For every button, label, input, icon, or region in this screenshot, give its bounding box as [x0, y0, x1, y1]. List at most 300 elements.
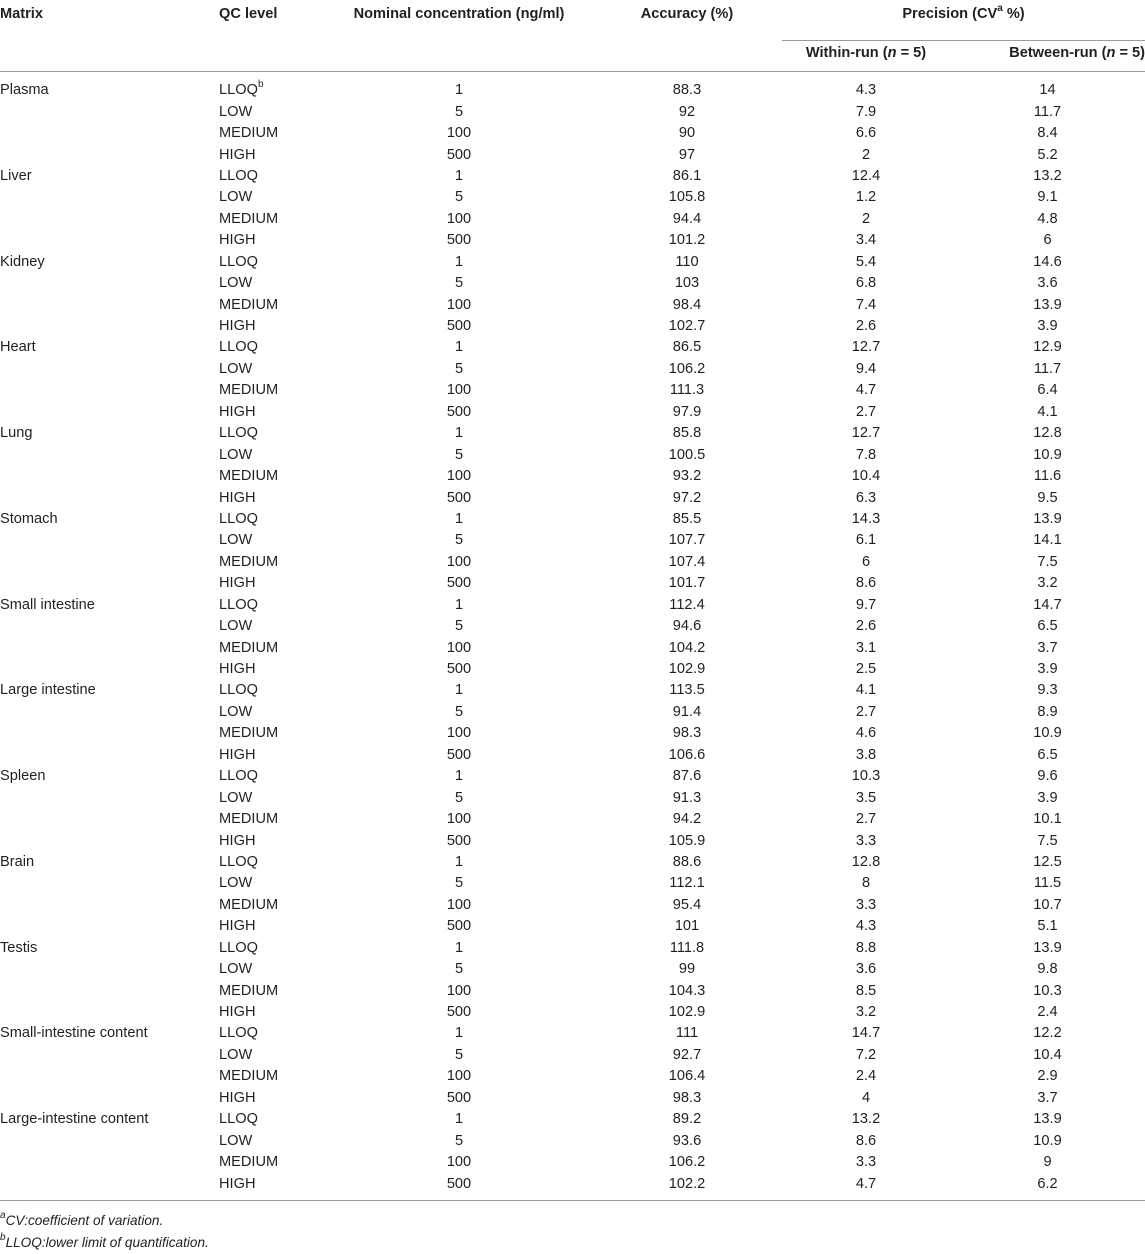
cell-nominal: 1: [454, 425, 464, 442]
cell-nominal: 100: [446, 639, 472, 656]
qc-level-text: LOW: [219, 618, 253, 635]
table-row: [0, 487, 1145, 508]
qc-level-text: HIGH: [219, 1004, 256, 1021]
cell-accuracy: 106.2: [668, 360, 706, 377]
table-row: [0, 1023, 1145, 1044]
cell-matrix: [0, 895, 218, 916]
cell-matrix: [0, 1066, 218, 1087]
cell-between-run: 5.1: [1037, 918, 1058, 935]
cell-accuracy: 107.7: [668, 532, 706, 549]
table-row: [0, 723, 1145, 744]
cell-qc-level: [218, 487, 326, 508]
cell-accuracy: 93.6: [672, 1132, 702, 1149]
cell-matrix: Brain: [0, 853, 35, 870]
cell-nominal: 100: [446, 982, 472, 999]
cell-within-run: 3.6: [855, 961, 877, 978]
cell-between-run: 9.6: [1037, 768, 1058, 785]
cell-matrix: [0, 444, 218, 465]
table-row: [0, 938, 1145, 959]
cell-nominal: 500: [446, 746, 472, 763]
cell-within-run: 6.6: [855, 125, 877, 142]
cell-within-run: 8: [861, 875, 871, 892]
cell-between-run: 2.4: [1037, 1004, 1058, 1021]
cell-nominal: 500: [446, 403, 472, 420]
cell-nominal: 5: [454, 618, 464, 635]
cell-qc-level: [218, 659, 326, 680]
cell-matrix: [0, 745, 218, 766]
qc-level-text: MEDIUM: [219, 382, 279, 399]
cell-within-run: 12.7: [851, 425, 881, 442]
cell-between-run: 9: [1043, 1154, 1052, 1171]
cell-nominal: 500: [446, 832, 472, 849]
cell-between-run: 9.5: [1037, 489, 1058, 506]
cell-accuracy: 97.2: [672, 489, 702, 506]
cell-between-run: 11.5: [1033, 875, 1062, 892]
cell-between-run: 6: [1043, 232, 1052, 249]
cell-between-run: 2.9: [1037, 1068, 1058, 1085]
cell-nominal: 500: [446, 1175, 472, 1192]
cell-accuracy: 91.3: [672, 789, 702, 806]
cell-accuracy: 92.7: [672, 1046, 702, 1063]
table-row: [0, 337, 1145, 358]
header-precision: [782, 0, 1145, 41]
cell-matrix: [0, 1045, 218, 1066]
cell-accuracy: 111.3: [669, 382, 705, 399]
cell-nominal: 1: [454, 1111, 464, 1128]
table-row: [0, 123, 1145, 144]
qc-level-text: LOW: [219, 275, 253, 292]
cell-matrix: [0, 209, 218, 230]
cell-between-run: 6.4: [1037, 382, 1058, 399]
table-row: [0, 637, 1145, 658]
cell-qc-level: [218, 294, 326, 315]
cell-between-run: 10.4: [1033, 1046, 1062, 1063]
cell-qc-level: [218, 273, 326, 294]
table-row: [0, 316, 1145, 337]
cell-qc-level: [218, 1173, 326, 1200]
table-row: [0, 916, 1145, 937]
cell-nominal: 1: [454, 853, 464, 870]
table-row: [0, 787, 1145, 808]
cell-qc-level: [218, 787, 326, 808]
header-within-run-n: n: [887, 45, 897, 61]
cell-matrix: [0, 702, 218, 723]
qc-level-text: LOW: [219, 446, 253, 463]
table-row: [0, 1045, 1145, 1066]
qc-level-text: LLOQ: [219, 768, 258, 785]
cell-within-run: 2.7: [855, 703, 877, 720]
cell-matrix: [0, 530, 218, 551]
cell-accuracy: 105.9: [668, 832, 706, 849]
cell-within-run: 6.8: [855, 275, 877, 292]
cell-accuracy: 100.5: [668, 446, 706, 463]
qc-level-text: MEDIUM: [219, 468, 279, 485]
cell-accuracy: 88.3: [672, 82, 702, 99]
table-row: [0, 444, 1145, 465]
cell-within-run: 8.8: [855, 939, 877, 956]
cell-within-run: 3.1: [855, 639, 877, 656]
cell-qc-level: [218, 959, 326, 980]
cell-within-run: 2: [861, 210, 871, 227]
table-row: [0, 509, 1145, 530]
qc-level-text: LLOQ: [219, 425, 258, 442]
cell-nominal: 1: [454, 167, 464, 184]
cell-matrix: [0, 380, 218, 401]
cell-matrix: [0, 873, 218, 894]
cell-nominal: 5: [454, 703, 464, 720]
cell-between-run: 14: [1039, 82, 1056, 99]
qc-level-text: LOW: [219, 1132, 253, 1149]
cell-accuracy: 90: [678, 125, 696, 142]
cell-qc-level: [218, 1045, 326, 1066]
cell-nominal: 100: [446, 725, 472, 742]
cell-matrix: Lung: [0, 425, 33, 442]
cell-matrix: [0, 723, 218, 744]
cell-nominal: 500: [446, 146, 472, 163]
qc-level-text: LLOQ: [219, 253, 258, 270]
table-row: [0, 144, 1145, 165]
cell-matrix: [0, 359, 218, 380]
footnote-b-text: LLOQ:lower limit of quantification.: [5, 1235, 209, 1250]
cell-nominal: 1: [454, 253, 464, 270]
cell-nominal: 1: [454, 939, 464, 956]
cell-accuracy: 105.8: [668, 189, 706, 206]
table-row: [0, 616, 1145, 637]
cell-accuracy: 92: [678, 103, 696, 120]
cell-within-run: 5.4: [855, 253, 877, 270]
cell-qc-level: [218, 530, 326, 551]
cell-qc-level: [218, 895, 326, 916]
cell-matrix: Spleen: [0, 768, 46, 785]
cell-within-run: 3.2: [855, 1004, 877, 1021]
cell-matrix: [0, 616, 218, 637]
cell-accuracy: 112.4: [669, 596, 705, 613]
cell-between-run: 14.6: [1033, 253, 1062, 270]
cell-matrix: [0, 316, 218, 337]
qc-level-text: LOW: [219, 532, 253, 549]
cell-accuracy: 98.3: [672, 1089, 702, 1106]
cell-accuracy: 89.2: [672, 1111, 702, 1128]
qc-level-text: LOW: [219, 875, 253, 892]
cell-qc-level: [218, 380, 326, 401]
cell-matrix: [0, 916, 218, 937]
cell-qc-level: [218, 423, 326, 444]
cell-qc-level: [218, 552, 326, 573]
cell-accuracy: 94.2: [672, 811, 702, 828]
cell-between-run: 8.9: [1037, 703, 1058, 720]
cell-within-run: 12.4: [851, 167, 881, 184]
footnote-a: [0, 1210, 209, 1232]
cell-nominal: 100: [446, 382, 472, 399]
cell-accuracy: 86.1: [672, 167, 702, 184]
table-row: [0, 830, 1145, 851]
cell-qc-level: [218, 1002, 326, 1023]
header-matrix: Matrix: [0, 6, 43, 22]
cell-accuracy: 101.2: [668, 232, 706, 249]
table-row: [0, 423, 1145, 444]
cell-within-run: 12.8: [851, 853, 881, 870]
cell-accuracy: 112.1: [669, 875, 705, 892]
cell-matrix: [0, 1152, 218, 1173]
table-row: [0, 380, 1145, 401]
cell-accuracy: 110: [675, 253, 699, 270]
cell-nominal: 5: [454, 1132, 464, 1149]
cell-between-run: 3.9: [1037, 789, 1058, 806]
cell-accuracy: 107.4: [668, 553, 706, 570]
table-row: [0, 101, 1145, 122]
cell-qc-level: [218, 809, 326, 830]
qc-level-text: LLOQ: [219, 510, 258, 527]
table-row: [0, 1002, 1145, 1023]
cell-within-run: 12.7: [851, 339, 881, 356]
cell-qc-level: [218, 873, 326, 894]
cell-matrix: Small-intestine content: [0, 1025, 148, 1042]
cell-between-run: 14.7: [1033, 596, 1062, 613]
header-accuracy: Accuracy (%): [640, 6, 734, 22]
cell-between-run: 10.9: [1033, 446, 1062, 463]
qc-level-text: LOW: [219, 103, 253, 120]
qc-level-text: LOW: [219, 189, 253, 206]
cell-accuracy: 98.4: [672, 296, 702, 313]
cell-between-run: 12.8: [1033, 425, 1062, 442]
cell-within-run: 4.1: [855, 682, 877, 699]
cell-within-run: 4.7: [855, 1175, 877, 1192]
cell-nominal: 5: [454, 875, 464, 892]
cell-within-run: 10.4: [851, 468, 881, 485]
cell-nominal: 500: [446, 489, 472, 506]
table-row: [0, 552, 1145, 573]
cell-accuracy: 95.4: [672, 896, 702, 913]
cell-between-run: 13.9: [1033, 510, 1062, 527]
cell-nominal: 5: [454, 1046, 464, 1063]
cell-within-run: 6.3: [855, 489, 877, 506]
header-between-run: [950, 41, 1145, 72]
cell-matrix: Large intestine: [0, 682, 96, 699]
cell-qc-level: [218, 916, 326, 937]
cell-matrix: [0, 552, 218, 573]
cell-nominal: 1: [454, 1025, 464, 1042]
table-row: [0, 980, 1145, 1001]
qc-level-text: HIGH: [219, 575, 256, 592]
qc-level-text: MEDIUM: [219, 296, 279, 313]
cell-matrix: [0, 123, 218, 144]
cell-accuracy: 104.2: [668, 639, 706, 656]
cell-between-run: 11.7: [1033, 103, 1062, 120]
cell-nominal: 1: [454, 768, 464, 785]
cell-within-run: 1.2: [855, 189, 877, 206]
cell-between-run: 9.3: [1037, 682, 1058, 699]
qc-level-text: MEDIUM: [219, 1154, 279, 1171]
table-row: [0, 530, 1145, 551]
cell-accuracy: 98.3: [672, 725, 702, 742]
cell-matrix: [0, 487, 218, 508]
qc-level-text: LOW: [219, 703, 253, 720]
header-within-run-label: Within-run (: [805, 45, 888, 61]
cell-matrix: [0, 830, 218, 851]
footnote-a-mark: a: [0, 1210, 6, 1222]
cell-within-run: 3.3: [855, 1154, 877, 1171]
cell-accuracy: 99: [678, 961, 696, 978]
cell-qc-level: [218, 166, 326, 187]
table-row: [0, 595, 1145, 616]
cell-within-run: 2.7: [855, 811, 877, 828]
cell-accuracy: 88.6: [672, 853, 702, 870]
cell-qc-level: [218, 852, 326, 873]
cell-accuracy: 97.9: [672, 403, 702, 420]
cell-nominal: 1: [454, 339, 464, 356]
cell-within-run: 7.4: [855, 296, 877, 313]
cell-between-run: 4.1: [1037, 403, 1058, 420]
cell-qc-level: [218, 637, 326, 658]
cell-qc-level: [218, 466, 326, 487]
header-between-run-count: = 5): [1115, 45, 1145, 61]
cell-within-run: 4: [861, 1089, 871, 1106]
cell-matrix: [0, 959, 218, 980]
cell-between-run: 3.9: [1037, 661, 1058, 678]
cell-accuracy: 102.7: [668, 318, 706, 335]
table-row: [0, 852, 1145, 873]
cell-matrix: [0, 1002, 218, 1023]
qc-level-text: MEDIUM: [219, 982, 279, 999]
cell-qc-level: [218, 123, 326, 144]
cell-accuracy: 94.4: [672, 210, 702, 227]
qc-level-text: HIGH: [219, 918, 256, 935]
cell-qc-level: [218, 359, 326, 380]
cell-within-run: 6.1: [855, 532, 877, 549]
cell-accuracy: 102.9: [668, 1004, 706, 1021]
qc-level-text: LLOQ: [219, 82, 258, 99]
qc-level-text: LLOQ: [219, 682, 258, 699]
cell-matrix: Kidney: [0, 253, 45, 270]
cell-nominal: 1: [454, 82, 464, 99]
qc-level-footnote-mark: b: [257, 79, 264, 91]
qc-level-text: HIGH: [219, 489, 256, 506]
cell-matrix: Plasma: [0, 82, 49, 99]
cell-between-run: 9.8: [1037, 961, 1058, 978]
cell-between-run: 10.9: [1033, 1132, 1062, 1149]
header-between-run-label: Between-run (: [1009, 45, 1107, 61]
cell-within-run: 10.3: [851, 768, 881, 785]
cell-within-run: 2.7: [855, 403, 877, 420]
header-precision-label: Precision (CV: [902, 6, 998, 22]
table-row: [0, 573, 1145, 594]
qc-level-text: HIGH: [219, 403, 256, 420]
cell-between-run: 3.7: [1037, 1089, 1058, 1106]
table-row: [0, 1088, 1145, 1109]
qc-level-text: LLOQ: [219, 596, 258, 613]
cell-matrix: [0, 402, 218, 423]
table-row: [0, 809, 1145, 830]
cell-qc-level: [218, 444, 326, 465]
cell-qc-level: [218, 723, 326, 744]
qc-level-text: HIGH: [219, 146, 256, 163]
qc-level-text: HIGH: [219, 832, 256, 849]
footnote-a-text: CV:coefficient of variation.: [5, 1213, 164, 1228]
header-between-run-n: n: [1106, 45, 1116, 61]
cell-nominal: 500: [446, 232, 472, 249]
qc-level-text: HIGH: [219, 318, 256, 335]
table-row: [0, 252, 1145, 273]
cell-between-run: 6.5: [1037, 746, 1058, 763]
qc-level-text: HIGH: [219, 746, 256, 763]
cell-between-run: 13.9: [1033, 939, 1062, 956]
qc-level-text: LLOQ: [219, 167, 258, 184]
cell-within-run: 3.4: [855, 232, 877, 249]
cell-qc-level: [218, 337, 326, 358]
cell-within-run: 2: [861, 146, 871, 163]
cell-matrix: Large-intestine content: [0, 1111, 149, 1128]
cell-within-run: 6: [861, 553, 871, 570]
table-row: [0, 1173, 1145, 1200]
table-body: [0, 72, 1145, 1201]
cell-matrix: Small intestine: [0, 596, 95, 613]
cell-accuracy: 94.6: [672, 618, 702, 635]
cell-qc-level: [218, 745, 326, 766]
cell-nominal: 5: [454, 360, 464, 377]
cell-qc-level: [218, 1109, 326, 1130]
footnote-b: [0, 1232, 209, 1254]
cell-between-run: 13.9: [1033, 1111, 1062, 1128]
cell-matrix: [0, 1130, 218, 1151]
table-row: [0, 294, 1145, 315]
cell-qc-level: [218, 1088, 326, 1109]
cell-accuracy: 106.2: [668, 1154, 706, 1171]
cell-accuracy: 87.6: [672, 768, 702, 785]
cell-nominal: 500: [446, 918, 472, 935]
cell-between-run: 6.2: [1037, 1175, 1058, 1192]
cell-nominal: 500: [446, 1004, 472, 1021]
qc-level-text: LLOQ: [219, 1111, 258, 1128]
cell-between-run: 4.8: [1037, 210, 1058, 227]
cell-matrix: [0, 809, 218, 830]
cell-accuracy: 101: [674, 918, 700, 935]
header-qc-level: QC level: [219, 6, 278, 22]
cell-matrix: Stomach: [0, 510, 58, 527]
cell-matrix: Heart: [0, 339, 36, 356]
cell-matrix: [0, 637, 218, 658]
cell-nominal: 5: [454, 789, 464, 806]
cell-accuracy: 97: [678, 146, 696, 163]
qc-level-text: LLOQ: [219, 853, 258, 870]
cell-nominal: 500: [446, 575, 472, 592]
cell-between-run: 12.2: [1033, 1025, 1062, 1042]
cell-accuracy: 106.6: [668, 746, 706, 763]
table-row: [0, 873, 1145, 894]
qc-level-text: MEDIUM: [219, 639, 279, 656]
cell-within-run: 9.4: [855, 360, 877, 377]
table-row: [0, 402, 1145, 423]
cell-accuracy: 102.9: [668, 661, 706, 678]
cell-matrix: Testis: [0, 939, 38, 956]
table-row: [0, 895, 1145, 916]
cell-accuracy: 103: [674, 275, 700, 292]
table-row: [0, 230, 1145, 251]
cell-within-run: 8.5: [855, 982, 877, 999]
cell-between-run: 10.1: [1033, 811, 1062, 828]
cell-nominal: 100: [446, 125, 472, 142]
cell-accuracy: 104.3: [668, 982, 706, 999]
cell-within-run: 14.7: [851, 1025, 881, 1042]
cell-between-run: 12.9: [1033, 339, 1062, 356]
cell-within-run: 3.5: [855, 789, 877, 806]
qc-level-text: LLOQ: [219, 1025, 258, 1042]
cell-between-run: 7.5: [1037, 832, 1058, 849]
cell-matrix: Liver: [0, 167, 32, 184]
cell-nominal: 500: [446, 661, 472, 678]
cell-matrix: [0, 1088, 218, 1109]
cell-between-run: 3.6: [1037, 275, 1058, 292]
cell-between-run: 12.5: [1033, 853, 1062, 870]
